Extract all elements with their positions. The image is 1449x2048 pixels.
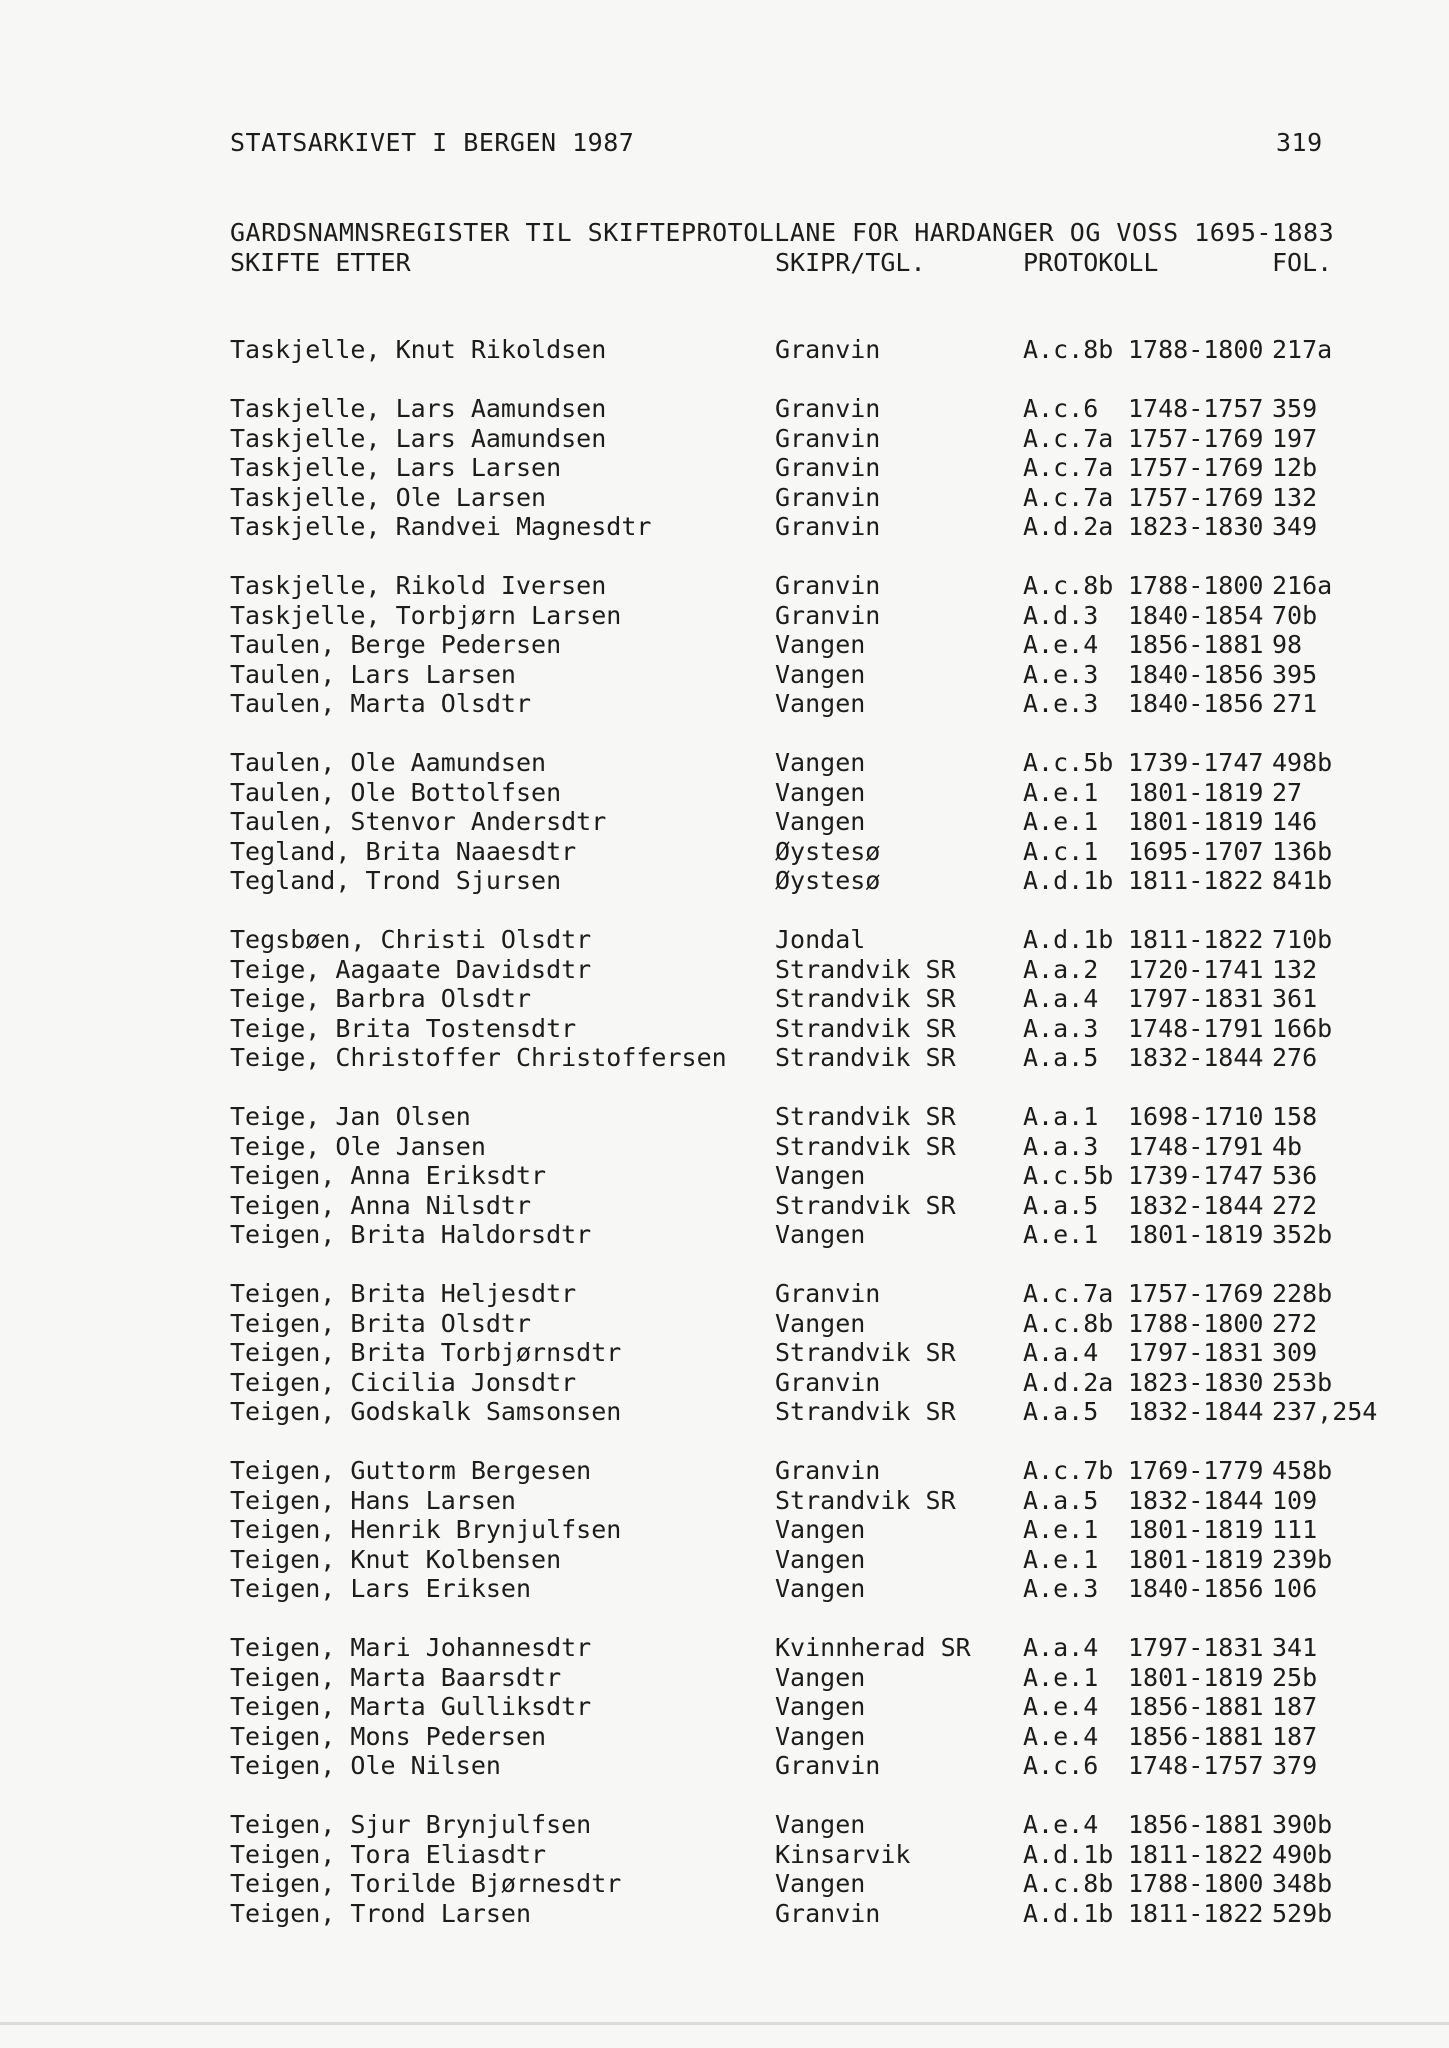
entry-court: Vangen — [775, 1662, 866, 1692]
entry-court: Vangen — [775, 748, 866, 777]
bottom-edge-line — [0, 2022, 1449, 2025]
entry-name: Teigen, Sjur Brynjulfsen — [230, 1810, 592, 1839]
entry-folio: 132 — [1272, 954, 1318, 984]
entry-folio: 111 — [1272, 1515, 1318, 1544]
entry-years: 1801-1819 — [1128, 1544, 1264, 1574]
entry-years: 1788-1800 — [1128, 1869, 1264, 1898]
entry-years: 1788-1800 — [1128, 1308, 1264, 1338]
table-row — [0, 1102, 1449, 1132]
table-row — [0, 748, 1449, 778]
table-row — [0, 1043, 1449, 1073]
entry-protocol: A.c.8b — [1023, 571, 1114, 600]
entry-protocol: A.a.5 — [1023, 1043, 1099, 1072]
entry-name: Teigen, Brita Torbjørnsdtr — [230, 1338, 622, 1367]
entry-protocol: A.a.5 — [1023, 1485, 1099, 1515]
table-row — [0, 1869, 1449, 1899]
entry-name: Teige, Christoffer Christoffersen — [230, 1043, 727, 1072]
entry-court: Vangen — [775, 1574, 866, 1603]
entry-court: Vangen — [775, 1308, 866, 1338]
entry-years: 1801-1819 — [1128, 777, 1264, 807]
entry-protocol: A.c.8b — [1023, 1869, 1114, 1898]
entry-protocol: A.d.1b — [1023, 925, 1114, 954]
entry-protocol: A.e.1 — [1023, 807, 1099, 836]
table-row — [0, 1899, 1449, 1929]
entry-folio: 349 — [1272, 512, 1318, 541]
entry-court: Granvin — [775, 1751, 881, 1780]
entry-protocol: A.c.5b — [1023, 748, 1114, 777]
entry-name: Teigen, Ole Nilsen — [230, 1751, 501, 1780]
entry-name: Teigen, Cicilia Jonsdtr — [230, 1367, 577, 1397]
table-row — [0, 335, 1449, 365]
entry-folio: 390b — [1272, 1810, 1333, 1839]
entry-years: 1811-1822 — [1128, 866, 1264, 895]
entry-years: 1757-1769 — [1128, 482, 1264, 512]
entry-court: Kinsarvik — [775, 1839, 911, 1869]
entry-protocol: A.c.8b — [1023, 335, 1114, 364]
entry-court: Vangen — [775, 1544, 866, 1574]
entry-name: Teigen, Godskalk Samsonsen — [230, 1397, 622, 1426]
entry-folio: 12b — [1272, 453, 1318, 482]
entry-protocol: A.c.7b — [1023, 1456, 1114, 1485]
entry-folio: 271 — [1272, 689, 1318, 718]
entry-protocol: A.e.3 — [1023, 689, 1099, 718]
entry-court: Vangen — [775, 1220, 866, 1249]
table-row — [0, 1810, 1449, 1840]
entry-folio: 536 — [1272, 1161, 1318, 1190]
column-header-court: SKIPR/TGL. — [775, 248, 926, 277]
table-row — [0, 1840, 1449, 1870]
entry-name: Taskjelle, Lars Aamundsen — [230, 394, 607, 423]
entry-court: Vangen — [775, 807, 866, 836]
entry-protocol: A.a.4 — [1023, 984, 1099, 1013]
entry-name: Taskjelle, Lars Larsen — [230, 453, 562, 482]
entry-protocol: A.a.3 — [1023, 1013, 1099, 1043]
entry-years: 1832-1844 — [1128, 1397, 1264, 1426]
entry-years: 1739-1747 — [1128, 1161, 1264, 1190]
entry-folio: 529b — [1272, 1898, 1333, 1928]
entry-name: Teige, Jan Olsen — [230, 1102, 471, 1131]
entry-folio: 25b — [1272, 1662, 1318, 1692]
entry-years: 1832-1844 — [1128, 1190, 1264, 1220]
entry-folio: 4b — [1272, 1131, 1303, 1161]
entry-protocol: A.e.3 — [1023, 659, 1099, 689]
entry-folio: 166b — [1272, 1013, 1333, 1043]
entry-folio: 276 — [1272, 1043, 1318, 1072]
entry-protocol: A.e.1 — [1023, 777, 1099, 807]
entry-protocol: A.d.3 — [1023, 600, 1099, 630]
entry-court: Strandvik SR — [775, 1013, 956, 1043]
entry-court: Strandvik SR — [775, 984, 956, 1013]
entry-folio: 237,254 — [1272, 1397, 1378, 1426]
entry-folio: 146 — [1272, 807, 1318, 836]
entry-years: 1811-1822 — [1128, 925, 1264, 954]
entry-years: 1797-1831 — [1128, 984, 1264, 1013]
table-row — [0, 424, 1449, 454]
entry-name: Tegland, Brita Naaesdtr — [230, 836, 577, 866]
entry-folio: 490b — [1272, 1839, 1333, 1869]
entry-protocol: A.a.2 — [1023, 954, 1099, 984]
table-row — [0, 660, 1449, 690]
entry-folio: 253b — [1272, 1367, 1333, 1397]
entry-folio: 109 — [1272, 1485, 1318, 1515]
entry-name: Teigen, Brita Haldorsdtr — [230, 1220, 592, 1249]
entry-court: Strandvik SR — [775, 1102, 956, 1131]
entry-protocol: A.c.7a — [1023, 1279, 1114, 1308]
entry-protocol: A.e.1 — [1023, 1220, 1099, 1249]
entry-folio: 70b — [1272, 600, 1318, 630]
entry-folio: 348b — [1272, 1869, 1333, 1898]
table-row — [0, 1132, 1449, 1162]
entry-name: Tegsbøen, Christi Olsdtr — [230, 925, 592, 954]
table-row — [0, 453, 1449, 483]
table-row — [0, 1191, 1449, 1221]
entry-folio: 187 — [1272, 1692, 1318, 1721]
entry-years: 1769-1779 — [1128, 1456, 1264, 1485]
entry-years: 1801-1819 — [1128, 1662, 1264, 1692]
entry-court: Granvin — [775, 394, 881, 423]
entry-name: Teigen, Guttorm Bergesen — [230, 1456, 592, 1485]
entry-years: 1797-1831 — [1128, 1633, 1264, 1662]
entry-court: Granvin — [775, 482, 881, 512]
table-row — [0, 571, 1449, 601]
entry-years: 1695-1707 — [1128, 836, 1264, 866]
entry-protocol: A.e.1 — [1023, 1515, 1099, 1544]
table-row — [0, 601, 1449, 631]
table-row — [0, 512, 1449, 542]
entry-name: Taskjelle, Knut Rikoldsen — [230, 335, 607, 364]
entry-court: Vangen — [775, 630, 866, 659]
column-header-protocol: PROTOKOLL — [1023, 248, 1159, 277]
entry-court: Granvin — [775, 1367, 881, 1397]
entry-years: 1801-1819 — [1128, 1515, 1264, 1544]
entry-protocol: A.c.1 — [1023, 836, 1099, 866]
entry-court: Granvin — [775, 1898, 881, 1928]
entry-name: Teigen, Torilde Bjørnesdtr — [230, 1869, 622, 1898]
entry-protocol: A.c.7a — [1023, 482, 1114, 512]
entry-court: Strandvik SR — [775, 1131, 956, 1161]
entry-protocol: A.d.1b — [1023, 866, 1114, 895]
entry-name: Teigen, Trond Larsen — [230, 1898, 532, 1928]
entry-court: Vangen — [775, 659, 866, 689]
entry-name: Taulen, Berge Pedersen — [230, 630, 562, 659]
entry-years: 1757-1769 — [1128, 453, 1264, 482]
entry-folio: 272 — [1272, 1308, 1318, 1338]
table-row — [0, 630, 1449, 660]
entry-years: 1720-1741 — [1128, 954, 1264, 984]
entry-court: Granvin — [775, 453, 881, 482]
entry-court: Vangen — [775, 1869, 866, 1898]
table-row — [0, 1338, 1449, 1368]
entry-years: 1788-1800 — [1128, 571, 1264, 600]
entry-protocol: A.c.7a — [1023, 423, 1114, 453]
entry-years: 1832-1844 — [1128, 1485, 1264, 1515]
entry-folio: 498b — [1272, 748, 1333, 777]
archive-header: STATSARKIVET I BERGEN 1987 — [230, 128, 635, 157]
entry-years: 1840-1856 — [1128, 659, 1264, 689]
entry-protocol: A.a.5 — [1023, 1190, 1099, 1220]
entry-protocol: A.c.7a — [1023, 453, 1114, 482]
entry-court: Vangen — [775, 1161, 866, 1190]
table-row — [0, 866, 1449, 896]
entry-folio: 158 — [1272, 1102, 1318, 1131]
table-row — [0, 1014, 1449, 1044]
register-title: GARDSNAMNSREGISTER TIL SKIFTEPROTOLLANE FOR HARDANGER OG VOSS 1695-1883 — [230, 218, 1335, 247]
entry-name: Teigen, Henrik Brynjulfsen — [230, 1515, 622, 1544]
entry-name: Taulen, Stenvor Andersdtr — [230, 807, 607, 836]
entry-folio: 132 — [1272, 482, 1318, 512]
entry-years: 1788-1800 — [1128, 335, 1264, 364]
table-row — [0, 689, 1449, 719]
entry-years: 1856-1881 — [1128, 1692, 1264, 1721]
entry-years: 1739-1747 — [1128, 748, 1264, 777]
entry-protocol: A.a.4 — [1023, 1338, 1099, 1367]
table-row — [0, 984, 1449, 1014]
entry-court: Granvin — [775, 600, 881, 630]
entry-years: 1856-1881 — [1128, 630, 1264, 659]
entry-court: Vangen — [775, 1692, 866, 1721]
table-row — [0, 1279, 1449, 1309]
table-row — [0, 394, 1449, 424]
entry-folio: 361 — [1272, 984, 1318, 1013]
entry-name: Teige, Ole Jansen — [230, 1131, 486, 1161]
entry-name: Taulen, Ole Aamundsen — [230, 748, 547, 777]
table-row — [0, 925, 1449, 955]
entry-years: 1748-1757 — [1128, 1751, 1264, 1780]
entry-folio: 352b — [1272, 1220, 1333, 1249]
entry-protocol: A.a.5 — [1023, 1397, 1099, 1426]
entry-name: Teigen, Hans Larsen — [230, 1485, 516, 1515]
entry-court: Vangen — [775, 1810, 866, 1839]
register-entries — [0, 335, 1449, 1928]
entry-court: Vangen — [775, 689, 866, 718]
table-row — [0, 1368, 1449, 1398]
entry-court: Vangen — [775, 1721, 866, 1751]
entry-court: Øystesø — [775, 836, 881, 866]
entry-folio: 197 — [1272, 423, 1318, 453]
entry-protocol: A.c.6 — [1023, 1751, 1099, 1780]
entry-court: Kvinnherad SR — [775, 1633, 971, 1662]
entry-name: Teigen, Mons Pedersen — [230, 1721, 547, 1751]
entry-court: Granvin — [775, 571, 881, 600]
entry-name: Taskjelle, Randvei Magnesdtr — [230, 512, 652, 541]
table-row — [0, 1456, 1449, 1486]
entry-years: 1840-1854 — [1128, 600, 1264, 630]
table-row — [0, 778, 1449, 808]
table-row — [0, 1751, 1449, 1781]
entry-years: 1797-1831 — [1128, 1338, 1264, 1367]
entry-name: Taskjelle, Ole Larsen — [230, 482, 547, 512]
entry-folio: 216a — [1272, 571, 1333, 600]
entry-years: 1840-1856 — [1128, 689, 1264, 718]
entry-court: Granvin — [775, 1456, 881, 1485]
entry-court: Øystesø — [775, 866, 881, 895]
entry-name: Taskjelle, Lars Aamundsen — [230, 423, 607, 453]
entry-years: 1748-1757 — [1128, 394, 1264, 423]
entry-years: 1832-1844 — [1128, 1043, 1264, 1072]
entry-name: Teigen, Brita Heljesdtr — [230, 1279, 577, 1308]
entry-protocol: A.c.5b — [1023, 1161, 1114, 1190]
entry-years: 1748-1791 — [1128, 1013, 1264, 1043]
table-row — [0, 1633, 1449, 1663]
table-row — [0, 1692, 1449, 1722]
table-row — [0, 1722, 1449, 1752]
entry-years: 1823-1830 — [1128, 512, 1264, 541]
entry-years: 1748-1791 — [1128, 1131, 1264, 1161]
table-row — [0, 1220, 1449, 1250]
entry-folio: 710b — [1272, 925, 1333, 954]
entry-years: 1801-1819 — [1128, 1220, 1264, 1249]
entry-court: Strandvik SR — [775, 1397, 956, 1426]
entry-years: 1811-1822 — [1128, 1839, 1264, 1869]
table-row — [0, 483, 1449, 513]
entry-folio: 27 — [1272, 777, 1303, 807]
entry-folio: 379 — [1272, 1751, 1318, 1780]
entry-years: 1856-1881 — [1128, 1721, 1264, 1751]
entry-name: Taulen, Marta Olsdtr — [230, 689, 532, 718]
entry-folio: 458b — [1272, 1456, 1333, 1485]
table-row — [0, 1161, 1449, 1191]
entry-protocol: A.e.1 — [1023, 1662, 1099, 1692]
entry-name: Teige, Barbra Olsdtr — [230, 984, 532, 1013]
column-header-name: SKIFTE ETTER — [230, 248, 411, 277]
table-row — [0, 1545, 1449, 1575]
entry-protocol: A.d.1b — [1023, 1839, 1114, 1869]
entry-name: Taskjelle, Rikold Iversen — [230, 571, 607, 600]
entry-folio: 228b — [1272, 1279, 1333, 1308]
entry-name: Tegland, Trond Sjursen — [230, 866, 562, 895]
entry-folio: 395 — [1272, 659, 1318, 689]
entry-folio: 841b — [1272, 866, 1333, 895]
entry-court: Strandvik SR — [775, 1338, 956, 1367]
entry-protocol: A.a.4 — [1023, 1633, 1099, 1662]
table-row — [0, 807, 1449, 837]
entry-name: Teigen, Marta Gulliksdtr — [230, 1692, 592, 1721]
entry-protocol: A.e.3 — [1023, 1574, 1099, 1603]
entry-name: Teigen, Tora Eliasdtr — [230, 1839, 547, 1869]
entry-court: Granvin — [775, 423, 881, 453]
entry-protocol: A.c.8b — [1023, 1308, 1114, 1338]
entry-folio: 136b — [1272, 836, 1333, 866]
entry-court: Strandvik SR — [775, 1043, 956, 1072]
entry-protocol: A.e.4 — [1023, 630, 1099, 659]
table-row — [0, 1309, 1449, 1339]
entry-folio: 239b — [1272, 1544, 1333, 1574]
table-row — [0, 1397, 1449, 1427]
entry-years: 1757-1769 — [1128, 423, 1264, 453]
entry-court: Jondal — [775, 925, 866, 954]
entry-court: Granvin — [775, 512, 881, 541]
page-number: 319 — [1276, 128, 1323, 157]
column-header-folio: FOL. — [1272, 248, 1333, 277]
table-row — [0, 1574, 1449, 1604]
entry-name: Teigen, Brita Olsdtr — [230, 1308, 532, 1338]
entry-court: Vangen — [775, 777, 866, 807]
entry-folio: 309 — [1272, 1338, 1318, 1367]
entry-name: Teigen, Knut Kolbensen — [230, 1544, 562, 1574]
entry-folio: 98 — [1272, 630, 1303, 659]
entry-name: Taulen, Ole Bottolfsen — [230, 777, 562, 807]
table-row — [0, 1663, 1449, 1693]
entry-protocol: A.e.4 — [1023, 1810, 1099, 1839]
entry-folio: 272 — [1272, 1190, 1318, 1220]
entry-name: Taulen, Lars Larsen — [230, 659, 516, 689]
entry-court: Granvin — [775, 1279, 881, 1308]
entry-protocol: A.d.2a — [1023, 1367, 1114, 1397]
entry-years: 1856-1881 — [1128, 1810, 1264, 1839]
table-row — [0, 955, 1449, 985]
entry-folio: 106 — [1272, 1574, 1318, 1603]
entry-folio: 341 — [1272, 1633, 1318, 1662]
entry-court: Vangen — [775, 1515, 866, 1544]
entry-protocol: A.a.3 — [1023, 1131, 1099, 1161]
entry-protocol: A.a.1 — [1023, 1102, 1099, 1131]
entry-name: Teige, Brita Tostensdtr — [230, 1013, 577, 1043]
entry-court: Strandvik SR — [775, 954, 956, 984]
table-row — [0, 1515, 1449, 1545]
entry-protocol: A.e.1 — [1023, 1544, 1099, 1574]
entry-protocol: A.d.2a — [1023, 512, 1114, 541]
entry-name: Teigen, Anna Eriksdtr — [230, 1161, 547, 1190]
entry-name: Teigen, Lars Eriksen — [230, 1574, 532, 1603]
entry-name: Teigen, Mari Johannesdtr — [230, 1633, 592, 1662]
entry-folio: 359 — [1272, 394, 1318, 423]
table-row — [0, 1486, 1449, 1516]
entry-folio: 217a — [1272, 335, 1333, 364]
entry-protocol: A.c.6 — [1023, 394, 1099, 423]
entry-folio: 187 — [1272, 1721, 1318, 1751]
entry-protocol: A.e.4 — [1023, 1721, 1099, 1751]
entry-years: 1698-1710 — [1128, 1102, 1264, 1131]
entry-name: Teigen, Anna Nilsdtr — [230, 1190, 532, 1220]
entry-years: 1811-1822 — [1128, 1898, 1264, 1928]
entry-years: 1801-1819 — [1128, 807, 1264, 836]
entry-court: Strandvik SR — [775, 1190, 956, 1220]
entry-court: Granvin — [775, 335, 881, 364]
entry-name: Teige, Aagaate Davidsdtr — [230, 954, 592, 984]
entry-name: Taskjelle, Torbjørn Larsen — [230, 600, 622, 630]
entry-years: 1840-1856 — [1128, 1574, 1264, 1603]
entry-protocol: A.d.1b — [1023, 1898, 1114, 1928]
entry-years: 1823-1830 — [1128, 1367, 1264, 1397]
entry-court: Strandvik SR — [775, 1485, 956, 1515]
entry-protocol: A.e.4 — [1023, 1692, 1099, 1721]
entry-years: 1757-1769 — [1128, 1279, 1264, 1308]
table-row — [0, 837, 1449, 867]
entry-name: Teigen, Marta Baarsdtr — [230, 1662, 562, 1692]
